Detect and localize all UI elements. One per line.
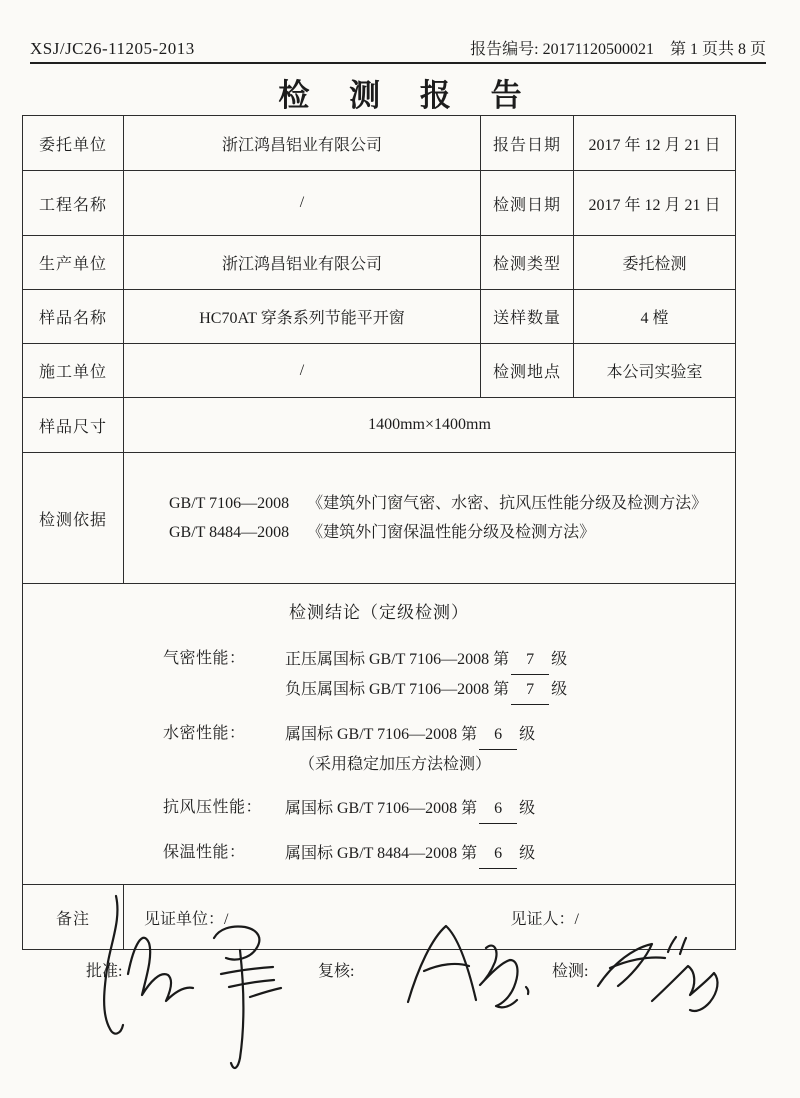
- table-row: [23, 344, 736, 398]
- conclusion-text: 属国标 GB/T 7106—2008 第: [285, 726, 478, 743]
- conclusion-item-wind: [23, 794, 735, 824]
- conclusion-item-lines: [285, 794, 735, 824]
- conclusion-text: 级: [551, 651, 568, 668]
- conclusion-line: [285, 720, 735, 750]
- conclusion-title: 检测结论（定级检测）: [289, 603, 469, 622]
- remark-content: [144, 906, 735, 929]
- field-label-test-date: 检测日期: [481, 171, 574, 236]
- conclusion-text: 负压属国标 GB/T 7106—2008 第: [285, 681, 510, 698]
- witness-unit: 见证单位：/: [144, 910, 229, 928]
- table-row: [23, 236, 736, 290]
- grade-value: 7: [511, 645, 549, 675]
- grade-value: 6: [479, 794, 517, 824]
- conclusion-line: [285, 675, 735, 705]
- conclusion-item-name: 气密性能：: [163, 650, 246, 667]
- field-label-test-type: 检测类型: [481, 236, 574, 290]
- conclusion-text: 级: [519, 845, 536, 862]
- field-value-manufacturer: 浙江鸿昌铝业有限公司: [124, 236, 481, 290]
- conclusion-item-lines: [285, 720, 735, 779]
- conclusion-text: 属国标 GB/T 7106—2008 第: [285, 800, 478, 817]
- field-value-constructor: /: [124, 344, 481, 398]
- conclusion-line: [285, 839, 735, 869]
- field-label-sample-size: 样品尺寸: [23, 398, 124, 453]
- test-label: 检测:: [552, 963, 589, 980]
- table-row: [23, 885, 736, 950]
- conclusion-text: 级: [519, 800, 536, 817]
- field-label-test-basis: 检测依据: [23, 453, 124, 584]
- conclusion-line: [285, 645, 735, 675]
- standard-code: XSJ/JC26-11205-2013: [30, 39, 195, 58]
- basis-standard: GB/T 7106—2008: [169, 495, 290, 512]
- table-row: [23, 171, 736, 236]
- document-header: [30, 36, 766, 64]
- field-value-report-date: 2017 年 12 月 21 日: [574, 116, 736, 171]
- report-table: [22, 115, 736, 950]
- conclusion-text: 属国标 GB/T 8484—2008 第: [285, 845, 478, 862]
- field-label-test-location: 检测地点: [481, 344, 574, 398]
- conclusion-text: 级: [551, 681, 568, 698]
- basis-standard: GB/T 8484—2008: [169, 524, 290, 541]
- grade-value: 6: [479, 839, 517, 869]
- grade-value: 7: [511, 675, 549, 705]
- field-label-remark: 备注: [23, 885, 124, 950]
- table-row: [23, 453, 736, 584]
- field-label-project: 工程名称: [23, 171, 124, 236]
- page-title: 检 测 报 告: [278, 78, 538, 113]
- grade-value: 6: [479, 720, 517, 750]
- conclusion-note: （采用稳定加压方法检测）: [299, 756, 492, 773]
- conclusion-item-watertight: [23, 720, 735, 779]
- conclusion-item-thermal: [23, 839, 735, 869]
- basis-standard-title: 《建筑外门窗保温性能分级及检测方法》: [307, 524, 596, 541]
- field-label-sample-qty: 送样数量: [481, 290, 574, 344]
- field-value-test-basis: [124, 453, 736, 584]
- report-number: 报告编号: 20171120500021: [470, 41, 654, 58]
- conclusion-line: [285, 794, 735, 824]
- conclusion-item-airtight: [23, 645, 735, 705]
- field-label-constructor: 施工单位: [23, 344, 124, 398]
- field-value-test-location: 本公司实验室: [574, 344, 736, 398]
- basis-line: [169, 518, 735, 547]
- field-label-sample-name: 样品名称: [23, 290, 124, 344]
- review-label: 复核:: [318, 963, 355, 980]
- field-value-test-date: 2017 年 12 月 21 日: [574, 171, 736, 236]
- conclusion-cell: [23, 584, 736, 885]
- table-row: [23, 398, 736, 453]
- conclusion-item-name: 水密性能：: [163, 725, 246, 742]
- basis-standard-title: 《建筑外门窗气密、水密、抗风压性能分级及检测方法》: [307, 495, 708, 512]
- field-value-test-type: 委托检测: [574, 236, 736, 290]
- witness-person: 见证人：/: [510, 910, 579, 928]
- field-value-sample-qty: 4 樘: [574, 290, 736, 344]
- field-value-sample-size: 1400mm×1400mm: [124, 398, 736, 453]
- conclusion-text: 级: [519, 726, 536, 743]
- conclusion-item-name: 抗风压性能：: [163, 799, 263, 816]
- field-value-client: 浙江鸿昌铝业有限公司: [124, 116, 481, 171]
- report-number-block: [470, 36, 766, 59]
- field-label-report-date: 报告日期: [481, 116, 574, 171]
- table-row: [23, 584, 736, 885]
- table-row: [23, 290, 736, 344]
- field-value-project: /: [124, 171, 481, 236]
- conclusion-text: 正压属国标 GB/T 7106—2008 第: [285, 651, 510, 668]
- conclusion-item-name: 保温性能：: [163, 844, 246, 861]
- field-value-sample-name: HC70AT 穿条系列节能平开窗: [124, 290, 481, 344]
- field-label-client: 委托单位: [23, 116, 124, 171]
- field-label-manufacturer: 生产单位: [23, 236, 124, 290]
- conclusion-item-lines: [285, 839, 735, 869]
- conclusion-item-lines: [285, 645, 735, 705]
- remark-cell: [124, 885, 736, 950]
- basis-line: [169, 489, 735, 518]
- table-row: [23, 116, 736, 171]
- page-indicator: 第 1 页共 8 页: [669, 41, 766, 58]
- approve-label: 批准:: [86, 963, 123, 980]
